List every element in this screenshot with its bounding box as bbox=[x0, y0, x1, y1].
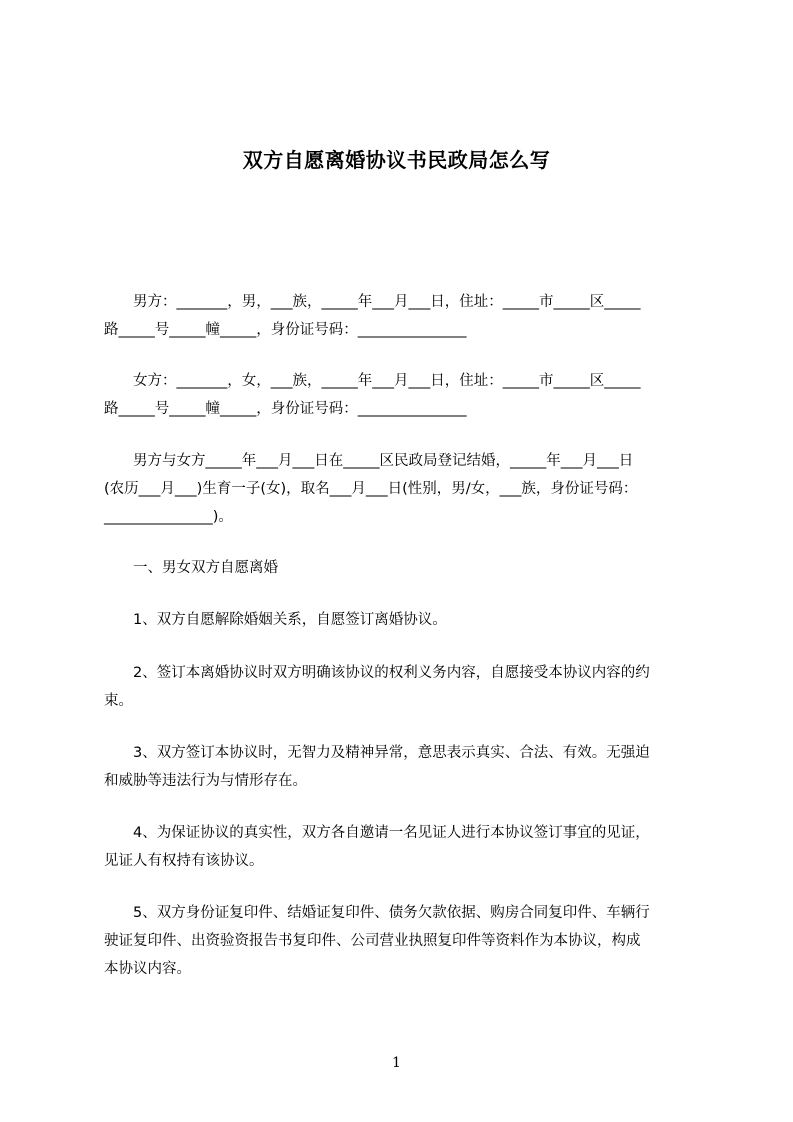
clause-5 bbox=[104, 899, 704, 983]
male-party-paragraph bbox=[104, 288, 704, 344]
text-line: 路_____号_____幢_____，身份证号码：_______________ bbox=[104, 401, 467, 417]
text-line: 5、双方身份证复印件、结婚证复印件、债务欠款依据、购房合同复印件、车辆行 bbox=[104, 905, 650, 921]
clause-4 bbox=[104, 819, 704, 875]
text-line: 1、双方自愿解除婚姻关系，自愿签订离婚协议。 bbox=[104, 612, 447, 628]
document-title: 双方自愿离婚协议书民政局怎么写 bbox=[242, 148, 551, 172]
text-line: 4、为保证协议的真实性，双方各自邀请一名见证人进行本协议签订事宜的见证， bbox=[104, 825, 650, 841]
clause-1 bbox=[104, 606, 704, 634]
text-line: _______________)。 bbox=[104, 509, 233, 525]
female-party-paragraph bbox=[104, 367, 704, 423]
section-heading bbox=[104, 554, 704, 582]
text-line: 2、签订本离婚协议时双方明确该协议的权利义务内容，自愿接受本协议内容的约 bbox=[104, 665, 650, 681]
text-line: (农历___月___)生育一子(女)，取名___月___日(性别，男/女，___族，身份证号码： bbox=[104, 481, 638, 497]
text-line: 3、双方签订本协议时，无智力及精神异常，意思表示真实、合法、有效。无强迫 bbox=[104, 745, 650, 761]
text-line: 驶证复印件、出资验资报告书复印件、公司营业执照复印件等资料作为本协议，构成 bbox=[104, 933, 641, 949]
text-line: 本协议内容。 bbox=[104, 961, 191, 977]
text-line: 束。 bbox=[104, 693, 133, 709]
text-line: 男方：_______，男，___族，_____年___月___日，住址：_____市_____区_____ bbox=[104, 294, 641, 310]
text-line: 路_____号_____幢_____，身份证号码：_______________ bbox=[104, 322, 467, 338]
text-line: 男方与女方_____年___月___日在_____区民政局登记结婚，_____年___月___日 bbox=[104, 453, 634, 469]
marriage-info-paragraph bbox=[104, 447, 704, 531]
text-line: 见证人有权持有该协议。 bbox=[104, 853, 264, 869]
text-line: 一、男女双方自愿离婚 bbox=[104, 560, 278, 576]
clause-2 bbox=[104, 659, 704, 715]
page-number: 1 bbox=[392, 1055, 401, 1071]
clause-3 bbox=[104, 739, 704, 795]
text-line: 女方：_______，女，___族，_____年___月___日，住址：_____市_____区_____ bbox=[104, 373, 641, 389]
text-line: 和威胁等违法行为与情形存在。 bbox=[104, 773, 307, 789]
